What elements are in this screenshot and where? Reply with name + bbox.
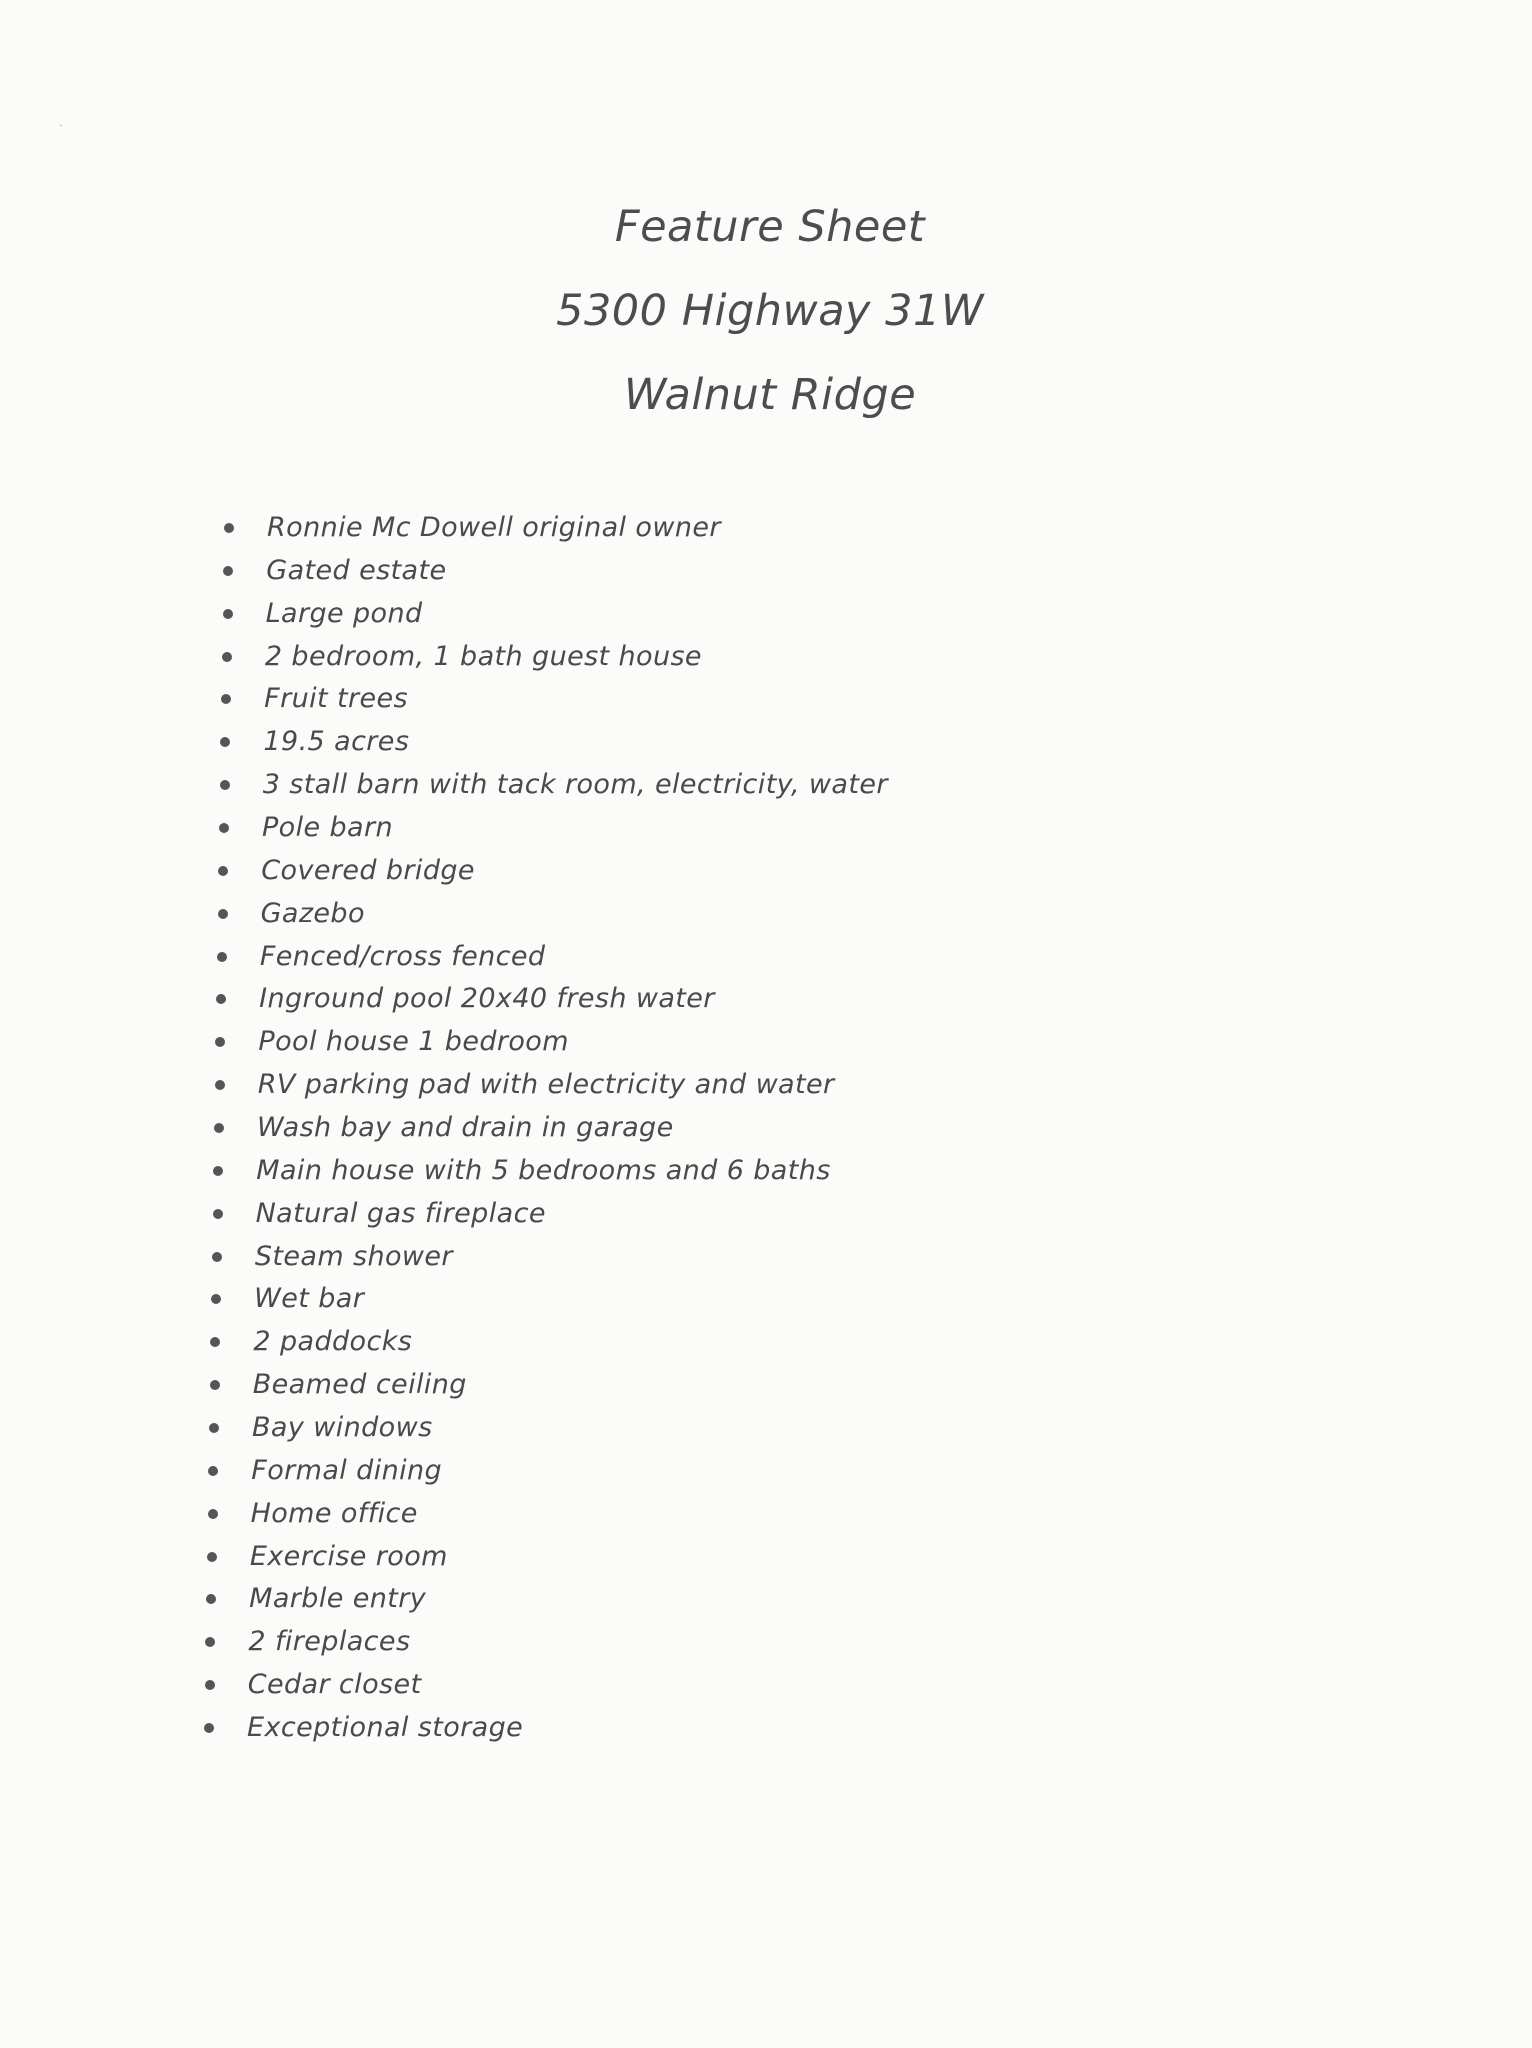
bullet-icon [208,1466,218,1476]
bullet-icon [209,1423,219,1433]
bullet-icon [204,1723,214,1733]
feature-text: Gated estate [266,554,447,586]
feature-text: Exercise room [249,1540,448,1572]
bullet-icon [215,1037,225,1047]
feature-text: 3 stall barn with tack room, electricity, water [262,769,888,801]
feature-text: Home office [250,1497,418,1529]
feature-text: Fenced/cross fenced [259,940,546,972]
feature-text: Wash bay and drain in garage [257,1112,674,1143]
feature-text: Marble entry [249,1583,427,1615]
bullet-icon [218,909,228,919]
bullet-icon [214,1123,224,1133]
address-line: 5300 Highway 31W [556,286,984,336]
bullet-icon [219,823,229,833]
feature-text: 2 fireplaces [248,1626,411,1658]
bullet-icon [216,994,226,1004]
bullet-icon [213,1209,223,1219]
bullet-icon [218,866,228,876]
bullet-icon [223,566,233,576]
bullet-icon [223,609,233,619]
paper-speck [60,125,62,126]
bullet-icon [224,523,234,533]
feature-text: RV parking pad with electricity and water [257,1069,835,1101]
feature-text: Pole barn [262,812,393,843]
feature-text: 19.5 acres [263,726,410,758]
bullet-icon [212,1252,222,1262]
feature-text: Bay windows [252,1412,433,1443]
bullet-icon [215,1080,225,1090]
feature-text: Formal dining [251,1454,443,1486]
bullet-icon [217,952,227,962]
feature-text: Steam shower [254,1240,453,1272]
feature-text: Natural gas fireplace [255,1197,546,1229]
bullet-icon [205,1680,215,1690]
bullet-icon [206,1594,216,1604]
feature-text: Exceptional storage [247,1712,524,1743]
feature-text: Pool house 1 bedroom [258,1026,569,1058]
bullet-icon [205,1637,215,1647]
bullet-icon [210,1380,220,1390]
feature-text: Main house with 5 bedrooms and 6 baths [256,1154,831,1186]
feature-text: 2 paddocks [253,1326,413,1358]
feature-text: Ronnie Mc Dowell original owner [267,512,721,543]
bullet-icon [221,694,231,704]
page-title: Feature Sheet [614,202,926,252]
city-line: Walnut Ridge [623,370,917,420]
feature-text: Fruit trees [264,683,408,715]
bullet-icon [211,1294,221,1304]
feature-text: Wet bar [254,1283,365,1315]
bullet-icon [210,1337,220,1347]
feature-text: Gazebo [260,897,365,929]
feature-text: Inground pool 20x40 fresh water [259,983,715,1015]
bullet-icon [220,780,230,790]
bullet-icon [222,652,232,662]
bullet-icon [208,1509,218,1519]
feature-text: 2 bedroom, 1 bath guest house [264,640,702,672]
feature-text: Covered bridge [261,854,475,886]
feature-text: Beamed ceiling [252,1369,467,1401]
feature-text: Large pond [265,597,423,629]
bullet-icon [207,1552,217,1562]
bullet-icon [213,1166,223,1176]
bullet-icon [220,737,230,747]
feature-text: Cedar closet [247,1669,422,1701]
